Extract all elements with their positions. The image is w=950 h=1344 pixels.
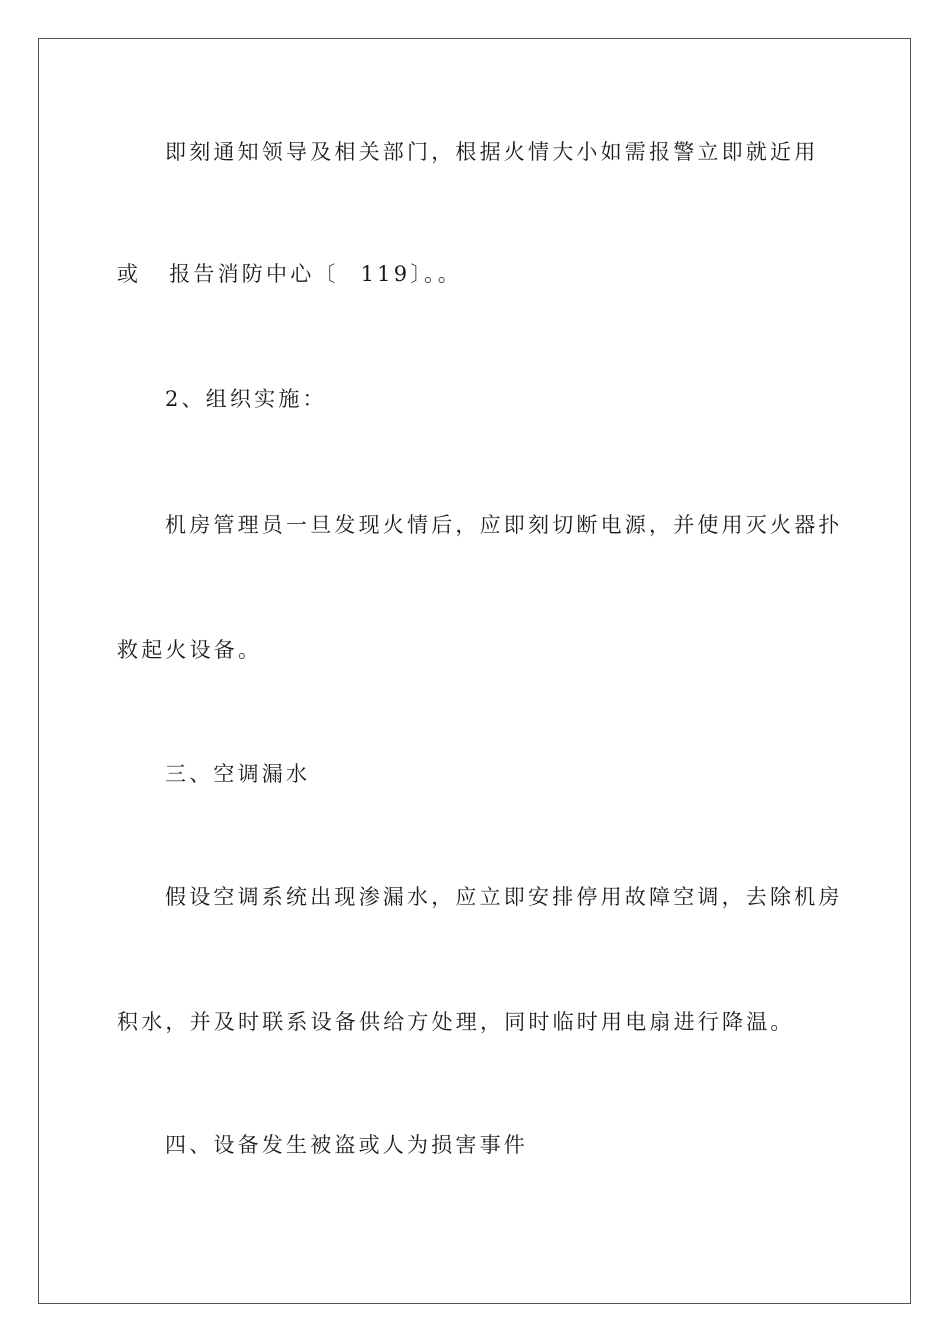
paragraph-line-6: 积水，并及时联系设备供给方处理，同时临时用电扇进行降温。: [117, 1010, 795, 1034]
section-heading-ac-leak: 三、空调漏水: [165, 762, 311, 786]
text-segment-report: 报告消防中心〔: [169, 262, 339, 286]
text-segment-119: 119〕。。: [360, 262, 462, 286]
section-heading-organize: 2、组织实施：: [165, 387, 327, 411]
paragraph-line-5: 假设空调系统出现渗漏水，应立即安排停用故障空调，去除机房: [165, 885, 843, 909]
paragraph-line-2: [117, 260, 462, 288]
section-heading-theft: 四、设备发生被盗或人为损害事件: [165, 1133, 528, 1157]
page-border: [38, 38, 911, 1304]
paragraph-line-1: 即刻通知领导及相关部门，根据火情大小如需报警立即就近用: [165, 140, 819, 164]
paragraph-line-3: 机房管理员一旦发现火情后，应即刻切断电源，并使用灭火器扑: [165, 513, 843, 537]
paragraph-line-4: 救起火设备。: [117, 638, 263, 662]
text-segment-or: 或: [117, 262, 142, 286]
